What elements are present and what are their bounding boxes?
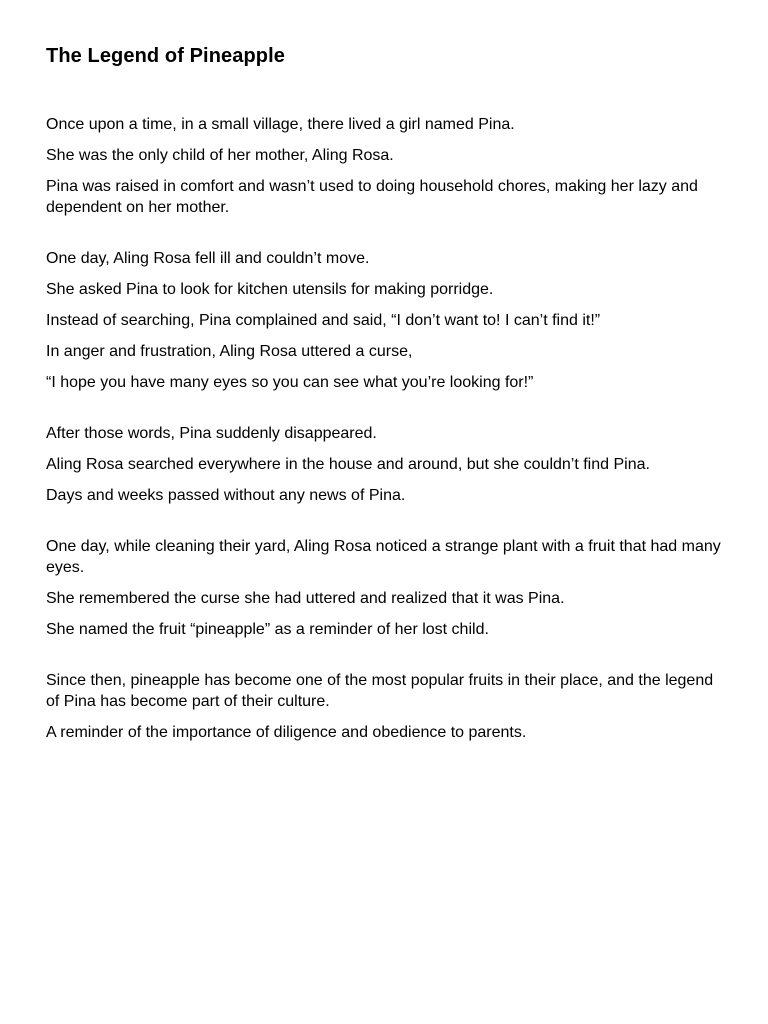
story-section-5 [46, 670, 726, 743]
section-gap [46, 218, 726, 248]
paragraph: “I hope you have many eyes so you can see what you’re looking for!” [46, 374, 534, 391]
paragraph: A reminder of the importance of diligence and obedience to parents. [46, 724, 527, 741]
story-section-3 [46, 423, 726, 506]
section-gap [46, 393, 726, 423]
story-section-4 [46, 536, 726, 640]
paragraph: She named the fruit “pineapple” as a reminder of her lost child. [46, 621, 489, 638]
story-section-1 [46, 114, 726, 218]
paragraph: She was the only child of her mother, Aling Rosa. [46, 147, 394, 164]
paragraph: Once upon a time, in a small village, there lived a girl named Pina. [46, 116, 515, 133]
paragraph: Days and weeks passed without any news of Pina. [46, 487, 406, 504]
paragraph: She remembered the curse she had uttered and realized that it was Pina. [46, 590, 565, 607]
paragraph: Since then, pineapple has become one of the most popular fruits in their place, and the legend of Pina has become part of their culture. [46, 672, 714, 710]
paragraph: Aling Rosa searched everywhere in the house and around, but she couldn’t find Pina. [46, 456, 650, 473]
paragraph: After those words, Pina suddenly disappeared. [46, 425, 377, 442]
paragraph: Instead of searching, Pina complained and said, “I don’t want to! I can’t find it!” [46, 312, 601, 329]
document-page [46, 42, 726, 743]
story-section-2 [46, 248, 726, 393]
paragraph: One day, while cleaning their yard, Aling Rosa noticed a strange plant with a fruit that had many eyes. [46, 538, 721, 576]
paragraph: Pina was raised in comfort and wasn’t used to doing household chores, making her lazy and dependent on her mother. [46, 178, 698, 216]
document-title: The Legend of Pineapple [46, 45, 285, 67]
section-gap [46, 640, 726, 670]
paragraph: One day, Aling Rosa fell ill and couldn’t move. [46, 250, 370, 267]
story-body [46, 114, 726, 743]
paragraph: In anger and frustration, Aling Rosa uttered a curse, [46, 343, 413, 360]
section-gap [46, 506, 726, 536]
paragraph: She asked Pina to look for kitchen utensils for making porridge. [46, 281, 494, 298]
